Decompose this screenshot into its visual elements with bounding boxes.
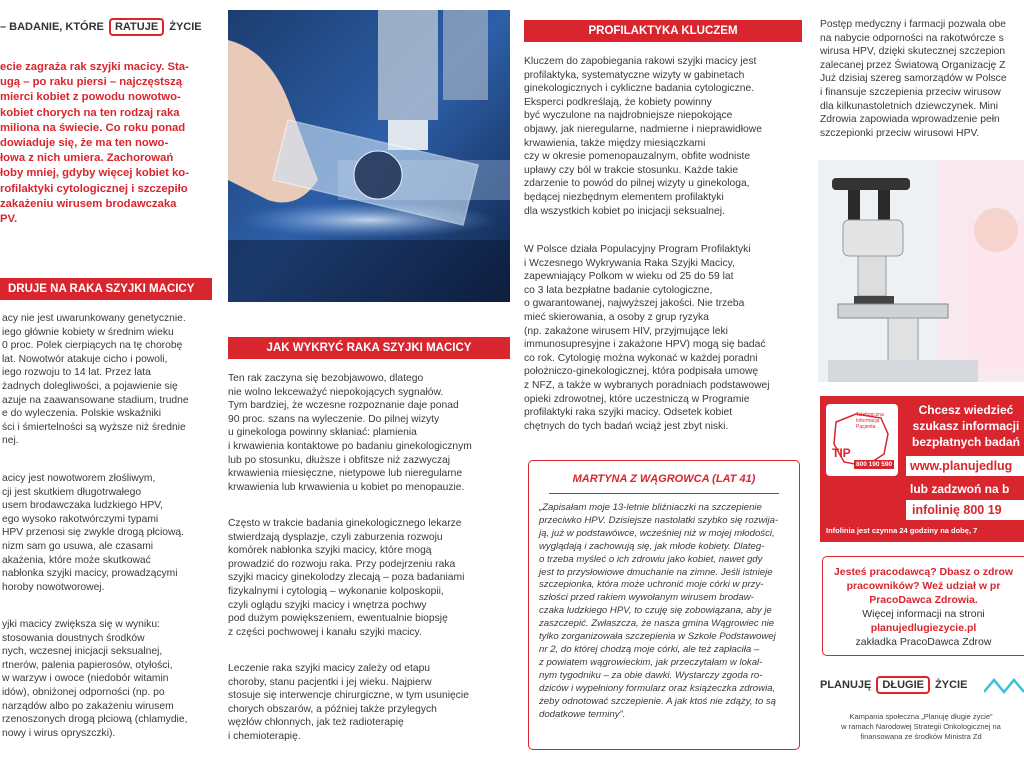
infoline-url-link[interactable]: www.planujedlug: [906, 456, 1024, 476]
col3-para1: Kluczem do zapobiegania rakowi szyjki macicy jest profilaktyka, systematyczne wizyty w gabinetach ginekologicznych i cykliczne badania cytologiczne. Eksperci podkreślają, że kobiety powinny być wyczulone na najdrobniejsze niepokojące objawy, jak nieregularne, nadmierne i nieprawidłowe krwawienia, także między miesiączkami czy w okresie pomenopauzalnym, obfite wodniste upławy czy ból w trakcie stosunku. Każde takie zdarzenie to powód do pilnej wizyty u ginekologa, będącej niezbędnym elementem profilaktyki dla wszystkich kobiet po inicjacji seksualnej.: [524, 56, 762, 217]
infoline-line1: Chcesz wiedzieć: [918, 403, 1014, 417]
campaign-title-left: – BADANIE, KTÓRE: [0, 21, 104, 33]
col1-para2: acicy jest nowotworem złośliwym, cji jest skutkiem długotrwałego usem brodawczaka ludzkiego HPV, ego wysoko rakotwórczymi typami HPV przenosi się zwykle drogą płciową. nizm sam go usuwa, ale czasami akażenia, które może skutkować nabłonka szyjki macicy, prowadzącymi horoby nowotworowej.: [2, 473, 184, 593]
campaign-logo-highlight: DŁUGIE: [876, 676, 930, 694]
employer-box: [822, 556, 1024, 656]
infoline-red-box: [820, 396, 1024, 542]
campaign-title-highlight: RATUJE: [109, 18, 164, 36]
tip-number: 800 190 590: [856, 461, 893, 468]
employer-tab-text: zakładka PracoDawca Zdrow: [855, 636, 992, 648]
col4-intro: Postęp medyczny i farmacji pozwala obe na nabycie odporności na rakotwórcze s wirusa HPV, dzięki skutecznej szczepion zalecanej przez Światową Organizację Z Już dzisiaj szereg samorządów w Polsce i finansuje szczepienia przeciw wirusow dla kilkunastoletnich dziewczynek. Mini Zdrowia zapowiada wprowadzenie pełn szczepionki przeciw wirusowi HPV.: [820, 19, 1007, 139]
microscope-slide-photo: [228, 10, 510, 302]
campaign-title-right: ŻYCIE: [169, 21, 202, 33]
campaign-logo-right: ŻYCIE: [935, 679, 968, 691]
infoline-hours: Infolinia jest czynna 24 godziny na dobę, 7: [826, 526, 978, 535]
campaign-footer: [818, 712, 1024, 742]
col2-para1: Ten rak zaczyna się bezobjawowo, dlatego nie wolno lekceważyć niepokojących sygnałów. Tym bardziej, że wczesne rozpoznanie daje ponad 90 proc. szans na wyleczenie. Do pilnej wizyty u ginekologa powinny skłaniać: plamienia i krwawienia kontaktowe po badaniu ginekologicznym lub po stosunku, dłuższe i obfitsze niż zazwyczaj krwawienia miesięczne, nietypowe lub nieregularne krwawienia lub krwawienia u kobiet po menopauzie.: [228, 373, 472, 493]
employer-line2: pracowników? Weź udział w pr: [846, 580, 1001, 592]
testimonial-title: MARTYNA Z WĄGROWCA (LAT 41): [572, 473, 756, 485]
employer-line3: PracoDawca Zdrowia.: [869, 594, 978, 606]
section-header-col3: PROFILAKTYKA KLUCZEM: [524, 20, 802, 42]
testimonial-text: „Zapisałam moje 13-letnie bliźniaczki na szczepienie przeciwko HPV. Dzisiejsze nastolatki szybko się rozwija- ją, już w podstawówce, wcześniej niż w mojej młodości, wyglądają i zachowują się, jak młode kobiety. Dlateg- o trzeba myśleć o ich zdrowiu jako kobiet, nawet gdy jest to przysłowiowe dmuchanie na zimne. Jeśli istnieje szczepionka, która może uchronić moje córki w przy- szłości przed rakiem wywołanym wirusem brodaw- czaka ludzkiego HPV, to czuję się zobowiązana, aby je zaszczepić. Zwłaszcza, że nasza gmina Wągrowiec nie tylko zorganizowała szczepienia w Szkole Podstawowej nr 2, do której chodzą moje córki, ale też zapłaciła – z powiatem wągrowieckim, jak przeczytałam w lokal- nym tygodniku – za obie dawki. Wystarczy zgoda ro- dziców i wypełniony formularz oraz książeczka zdrowia, żeby odnotować szczepienie. A jak ktoś nie zdąży, to są dodatkowe terminy”.: [539, 502, 779, 720]
col1-para3: yjki macicy zwiększa się w wyniku: stosowania doustnych środków nych, wczesnej inicjacji seksualnej, rtnerów, palenia papierosów, otyłości, w warzyw i owoce (niedobór witamin idów), obniżonej odporności (np. po narządów albo po zakażeniu wirusem rzenoszonych drogą płciową (chlamydie, nowy i wirus opryszczki).: [2, 619, 188, 739]
infoline-line2: szukasz informacji: [912, 419, 1020, 433]
testimonial-box: [528, 460, 800, 750]
col2-para3: Leczenie raka szyjki macicy zależy od etapu choroby, stanu pacjentki i jej wieku. Najpierw stosuje się interwencje chirurgiczne, w tym usunięcie chorych obszarów, a później także przylegych węzłów chłonnych, jak też radioterapię i chemioterapię.: [228, 663, 469, 742]
microscope-lab-photo: [818, 160, 1024, 382]
infoline-phone: infolinię 800 19: [906, 500, 1024, 520]
campaign-title: [0, 18, 210, 36]
campaign-footer-line1: Kampania społeczna „Planuję długie życie”: [849, 712, 993, 721]
tip-small-text: Telefoniczna Informacja Pacjenta: [856, 412, 884, 430]
infoline-line3: bezpłatnych badań: [911, 435, 1021, 449]
col2-para2: Często w trakcie badania ginekologicznego lekarze stwierdzają dysplazje, czyli zaburzenia rozwoju komórek nabłonka szyjki macicy, które mogą prowadzić do rozwoju raka. Przy podejrzeniu raka szyjki macicy ginekolodzy zlecają – poza badaniami fizykalnymi i cytologią – wykonanie kolposkopii, czyli oglądu szyjki macicy i wnętrza pochwy pod dużym powiększeniem, ewentualnie biopsję z części pochwowej i kanału szyjki macicy.: [228, 518, 465, 638]
campaign-logo-left: PLANUJĘ: [820, 679, 872, 691]
infoline-question: [906, 402, 1024, 450]
employer-url-link[interactable]: planujedlugiezycie.pl: [870, 622, 977, 634]
campaign-footer-line3: finansowana ze środków Ministra Zd: [860, 732, 982, 741]
infoline-call-text: lub zadzwoń na b: [910, 482, 1010, 496]
col3-para2: W Polsce działa Populacyjny Program Profilaktyki i Wczesnego Wykrywania Raka Szyjki Macicy, zapewniający Polkom w wieku od 25 do 59 lat co 3 lata bezpłatne badanie cytologiczne, o gwarantowanej, najwyższej jakości. Nie trzeba mieć skierowania, a osoby z grup ryzyka (np. zakażone wirusem HIV, przyjmujące leki immunosupresyjne i zakażone HPV) mogą się badać co rok. Cytologię można wykonać w każdej poradni położniczo-ginekologicznej, która podpisała umowę z NFZ, a także w wybranych poradniach podstawowej opieki zdrowotnej, które uczestniczą w Programie profilaktyki raka szyjki macicy. Odsetek kobiet chętnych do tych badań wciąż jest zbyt niski.: [524, 244, 770, 432]
tip-logo-text: TIP: [832, 446, 851, 460]
campaign-footer-line2: w ramach Narodowej Strategii Onkologicznej na: [841, 722, 1001, 731]
tip-logo-card: [826, 404, 898, 476]
col1-para1: acy nie jest uwarunkowany genetycznie. iego głównie kobiety w średnim wieku 0 proc. Polek cierpiących na tę chorobę lat. Nowotwór atakuje cicho i powoli, iego rozwoju to 14 lat. Przez lata żadnych dolegliwości, a pojawienie się azuje na zaawansowane stadium, trudne e do wyleczenia. Polskie wskaźniki ści i śmiertelności są wyższe niż średnie nej.: [2, 313, 189, 447]
testimonial-divider: [549, 493, 779, 494]
employer-line1: Jesteś pracodawcą? Dbasz o zdrow: [833, 566, 1014, 578]
lead-paragraph: ecie zagraża rak szyjki macicy. Sta- ugą – po raku piersi – najczęstszą mierci kobiet z powodu nowotwo- kobiet chorych na ten rodzaj raka miliona na świecie. Co roku ponad dowiaduje się, że ma ten nowo- łowa z nich umiera. Zachorowań łoby mniej, gdyby więcej kobiet ko- rofilaktyki cytologicznej i szczepiło zakażeniu wirusem brodawczaka PV.: [0, 61, 189, 226]
section-header-col2: JAK WYKRYĆ RAKA SZYJKI MACICY: [228, 337, 510, 359]
section-header-col1: DRUJE NA RAKA SZYJKI MACICY: [0, 278, 212, 300]
employer-line4: Więcej informacji na stroni: [862, 608, 985, 620]
campaign-logo: [820, 676, 990, 694]
wave-logo-icon: [984, 676, 1024, 696]
